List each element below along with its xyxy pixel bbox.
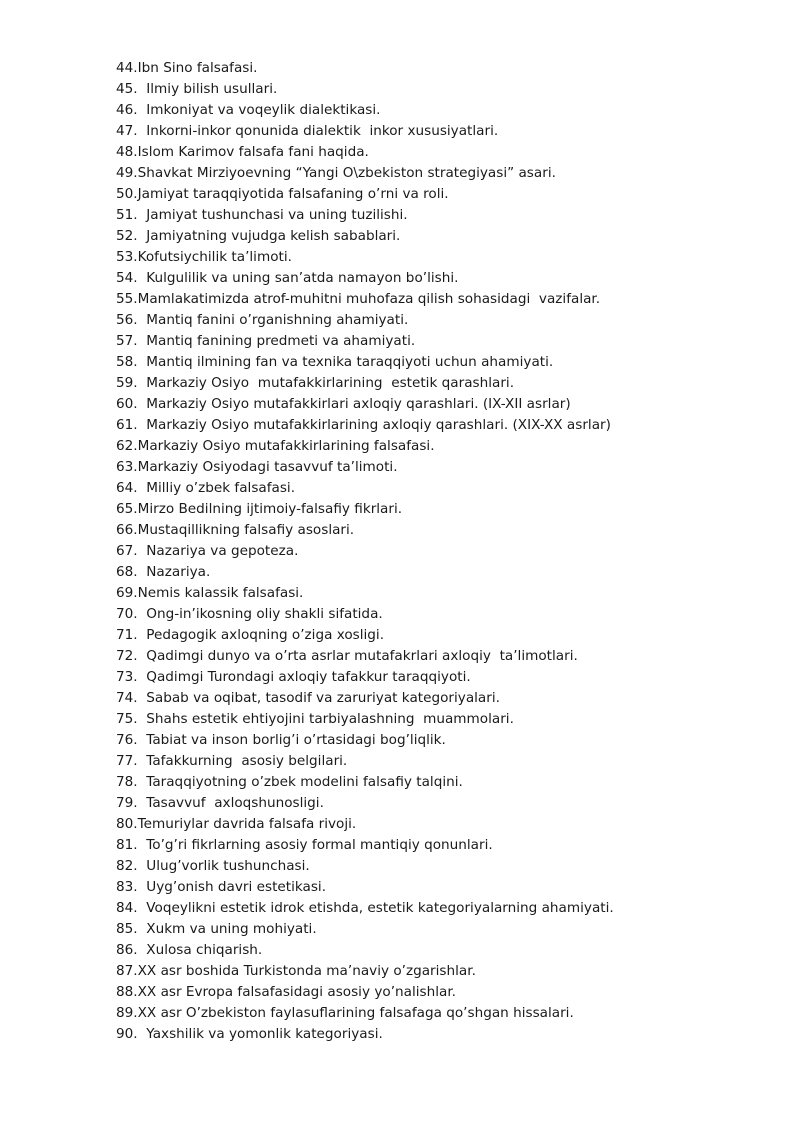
- list-item: 77. Tafakkurning asosiy belgilari.: [116, 753, 348, 769]
- list-item: 45. Ilmiy bilish usullari.: [116, 81, 278, 97]
- list-item: 68. Nazariya.: [116, 564, 211, 580]
- list-item: 48.Islom Karimov falsafa fani haqida.: [116, 144, 369, 160]
- topic-list: [116, 58, 776, 1045]
- list-item: 69.Nemis kalassik falsafasi.: [116, 585, 304, 601]
- list-item: 66.Mustaqillikning falsafiy asoslari.: [116, 522, 355, 538]
- list-item: 85. Xukm va uning mohiyati.: [116, 921, 317, 937]
- list-item: 51. Jamiyat tushunchasi va uning tuzilishi.: [116, 207, 408, 223]
- list-item: 71. Pedagogik axloqning o’ziga xosligi.: [116, 627, 385, 643]
- list-item: 62.Markaziy Osiyo mutafakkirlarining falsafasi.: [116, 438, 435, 454]
- list-item: 49.Shavkat Mirziyoevning “Yangi O\zbekiston strategiyasi” asari.: [116, 165, 556, 181]
- list-item: 88.XX asr Evropa falsafasidagi asosiy yo’nalishlar.: [116, 984, 456, 1000]
- list-item: 46. Imkoniyat va voqeylik dialektikasi.: [116, 102, 381, 118]
- list-item: 55.Mamlakatimizda atrof-muhitni muhofaza qilish sohasidagi vazifalar.: [116, 291, 601, 307]
- list-item: 57. Mantiq fanining predmeti va ahamiyati.: [116, 333, 416, 349]
- list-item: 83. Uyg’onish davri estetikasi.: [116, 879, 327, 895]
- list-item: 70. Ong-in’ikosning oliy shakli sifatida.: [116, 606, 383, 622]
- list-item: 72. Qadimgi dunyo va o’rta asrlar mutafakrlari axloqiy ta’limotlari.: [116, 648, 578, 664]
- list-item: 89.XX asr O’zbekiston faylasuflarining falsafaga qo’shgan hissalari.: [116, 1005, 574, 1021]
- list-item: 64. Milliy o’zbek falsafasi.: [116, 480, 296, 496]
- list-item: 61. Markaziy Osiyo mutafakkirlarining axloqiy qarashlari. (XIX-XX asrlar): [116, 417, 611, 433]
- list-item: 86. Xulosa chiqarish.: [116, 942, 263, 958]
- list-item: 60. Markaziy Osiyo mutafakkirlari axloqiy qarashlari. (IX-XII asrlar): [116, 396, 571, 412]
- list-item: 90. Yaxshilik va yomonlik kategoriyasi.: [116, 1026, 383, 1042]
- list-item: 58. Mantiq ilmining fan va texnika taraqqiyoti uchun ahamiyati.: [116, 354, 554, 370]
- list-item: 67. Nazariya va gepoteza.: [116, 543, 299, 559]
- list-item: 47. Inkorni-inkor qonunida dialektik inkor xususiyatlari.: [116, 123, 499, 139]
- list-item: 73. Qadimgi Turondagi axloqiy tafakkur taraqqiyoti.: [116, 669, 471, 685]
- list-item: 87.XX asr boshida Turkistonda ma’naviy o’zgarishlar.: [116, 963, 476, 979]
- list-item: 52. Jamiyatning vujudga kelish sabablari.: [116, 228, 401, 244]
- list-item: 50.Jamiyat taraqqiyotida falsafaning o’rni va roli.: [116, 186, 449, 202]
- list-item: 74. Sabab va oqibat, tasodif va zaruriyat kategoriyalari.: [116, 690, 500, 706]
- list-item: 75. Shahs estetik ehtiyojini tarbiyalashning muammolari.: [116, 711, 514, 727]
- list-item: 82. Ulug’vorlik tushunchasi.: [116, 858, 310, 874]
- list-item: 54. Kulgulilik va uning san’atda namayon bo’lishi.: [116, 270, 459, 286]
- list-item: 78. Taraqqiyotning o’zbek modelini falsafiy talqini.: [116, 774, 463, 790]
- list-item: 84. Voqeylikni estetik idrok etishda, estetik kategoriyalarning ahamiyati.: [116, 900, 614, 916]
- list-item: 80.Temuriylar davrida falsafa rivoji.: [116, 816, 357, 832]
- list-item: 79. Tasavvuf axloqshunosligi.: [116, 795, 324, 811]
- list-item: 44.Ibn Sino falsafasi.: [116, 60, 258, 76]
- list-item: 81. To’g’ri fikrlarning asosiy formal mantiqiy qonunlari.: [116, 837, 493, 853]
- list-item: 76. Tabiat va inson borlig’i o’rtasidagi bog’liqlik.: [116, 732, 446, 748]
- list-item: 65.Mirzo Bedilning ijtimoiy-falsafiy fikrlari.: [116, 501, 403, 517]
- list-item: 63.Markaziy Osiyodagi tasavvuf ta’limoti.: [116, 459, 398, 475]
- list-item: 56. Mantiq fanini o’rganishning ahamiyati.: [116, 312, 409, 328]
- list-item: 59. Markaziy Osiyo mutafakkirlarining estetik qarashlari.: [116, 375, 515, 391]
- list-item: 53.Kofutsiychilik ta’limoti.: [116, 249, 292, 265]
